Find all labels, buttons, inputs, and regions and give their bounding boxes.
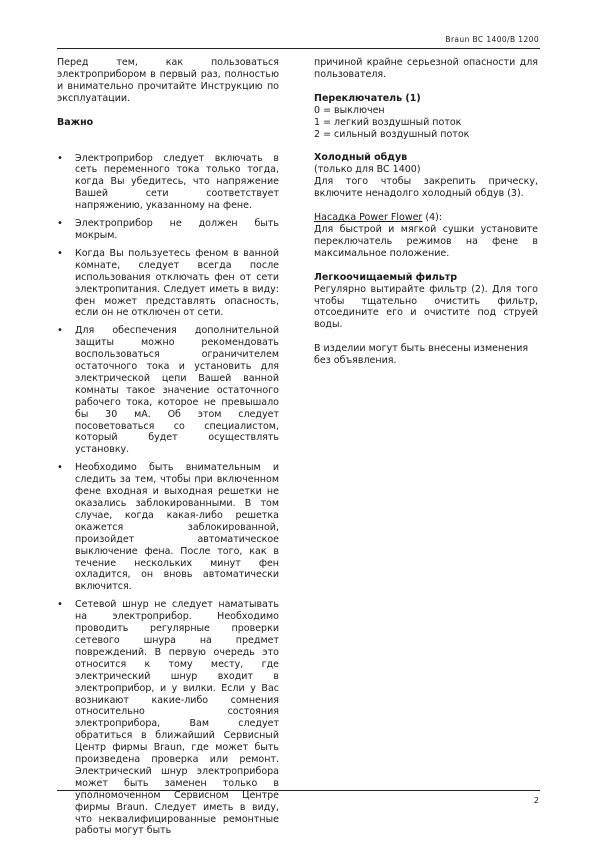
right-column: [314, 57, 538, 367]
warning-item: • Для обеспечения дополнительной защиты можно рекомендовать воспользоваться ограничителем остаточного тока и установить для электрической цепи Вашей ванной комнаты такое значение остаточного рабочего тока, которое не превышало бы 30 мА. Об этом следует посоветоваться со специалистом, который будет осуществлять установку.: [57, 325, 279, 456]
bottom-rule: [57, 790, 540, 791]
power-flower-ref: (4):: [422, 212, 443, 224]
top-rule: [57, 48, 540, 49]
cool-shot-heading: Холодный обдув: [314, 152, 408, 164]
cool-shot-note: (только для BC 1400): [314, 164, 421, 176]
intro-paragraph: Перед тем, как пользоваться электроприбором в первый раз, полностью и внимательно прочитайте Инструкцию по эксплуатации.: [57, 57, 279, 104]
switch-item: 1 = легкий воздушный поток: [314, 116, 462, 128]
filter-heading: Легкоочищаемый фильтр: [314, 271, 458, 283]
warning-item: • Электроприбор не должен быть мокрым.: [57, 218, 279, 242]
switch-heading: Переключатель (1): [314, 92, 421, 104]
power-flower-label: Насадка Power Flower: [314, 212, 423, 224]
change-notice: В изделии могут быть внесены изменения без объявления.: [314, 343, 529, 367]
warning-item: • Когда Вы пользуетесь феном в ванной комнате, следует всегда после использования отключать фен от сети электропитания. Следует иметь в виду: фен может представлять опасность, если он не отключен от сети.: [57, 248, 279, 319]
switch-item: 0 = выключен: [314, 104, 385, 116]
filter-text: Регулярно вытирайте фильтр (2). Для того чтобы тщательно очистить фильтр, отсоедините его и очистите под струей воды.: [314, 283, 538, 331]
cool-shot-text: Для того чтобы закрепить прическу, включите ненадолго холодный обдув (3).: [314, 176, 538, 200]
warning-heading: Важно: [57, 116, 94, 128]
warning-item: • Необходимо быть внимательным и следить за тем, чтобы при включенном фене входная и выходная решетки не оказались заблокированными. В том случае, когда какая-либо решетка окажется заблокированной, произойдет автоматическое выключение фена. После того, как в течение нескольких минут фен охладится, он вновь автоматически включится.: [57, 462, 279, 593]
left-column: [57, 57, 279, 837]
warning-list: [57, 153, 279, 838]
warning-item: • Сетевой шнур не следует наматывать на электроприбор. Необходимо проводить регулярные проверки сетевого шнура на предмет повреждений. В первую очередь это относится к тому месту, где электрический шнур входит в электроприбор, и у вилки. Если у Вас возникают какие-либо сомнения относительно состояния электроприбора, Вам следует обратиться в ближайший Сервисный Центр фирмы Braun, где может быть произведена проверка или ремонт. Электрический шнур электроприбора может быть заменен только в уполномоченном Сервисном Центре фирмы Braun. Следует иметь в виду, что неквалифицированные ремонтные работы могут быть: [57, 599, 279, 837]
model-header: Braun BC 1400/B 1200: [445, 35, 539, 44]
power-flower-heading: [314, 212, 538, 224]
continuation-text: причиной крайне серьезной опасности для пользователя.: [314, 57, 538, 80]
switch-item: 2 = сильный воздушный поток: [314, 128, 470, 140]
page-number: 2: [533, 796, 539, 805]
warning-item: • Электроприбор следует включать в сеть переменного тока только тогда, когда Вы убедитесь, что напряжение Вашей сети соответствует напряжению, указанному на фене.: [57, 153, 279, 213]
power-flower-text: Для быстрой и мягкой сушки установите переключатель режимов на фене в максимальное положение.: [314, 223, 538, 259]
